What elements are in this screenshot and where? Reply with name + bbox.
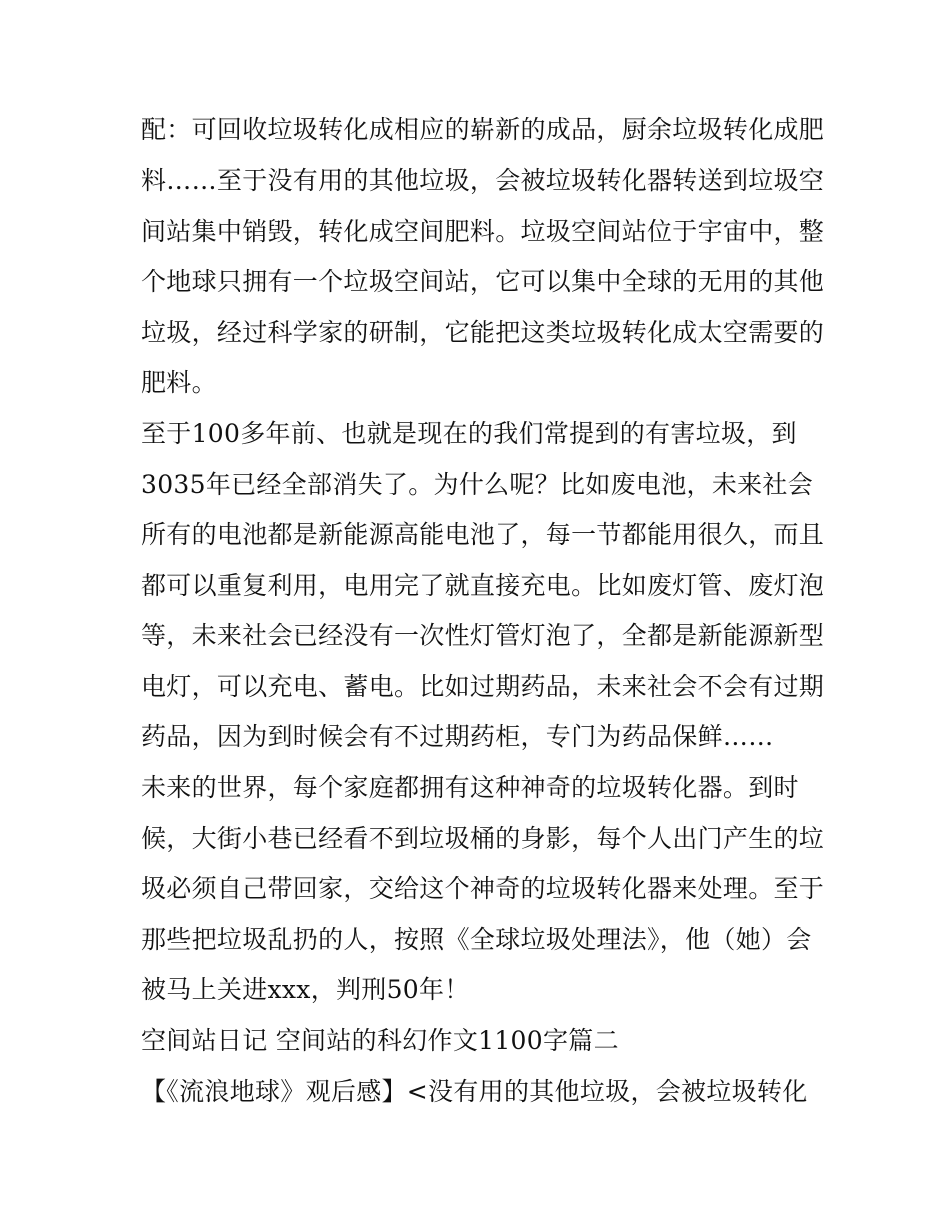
text-line: 未来的世界，每个家庭都拥有这种神奇的垃圾转化器。到时 xyxy=(141,773,799,802)
text-line: 都可以重复利用，电用完了就直接充电。比如废灯管、废灯泡 xyxy=(141,571,825,600)
text-line: 个地球只拥有一个垃圾空间站，它可以集中全球的无用的其他 xyxy=(141,267,825,296)
text-line: 圾必须自己带回家，交给这个神奇的垃圾转化器来处理。至于 xyxy=(141,874,825,903)
text-line: 配：可回收垃圾转化成相应的崭新的成品，厨余垃圾转化成肥 xyxy=(141,115,825,144)
text-line: 被马上关进xxx，判刑50年！ xyxy=(141,975,470,1004)
text-line: 等，未来社会已经没有一次性灯管灯泡了，全都是新能源新型 xyxy=(141,621,825,650)
text-line: 所有的电池都是新能源高能电池了，每一节都能用很久，而且 xyxy=(141,520,825,549)
text-line: 至于100多年前、也就是现在的我们常提到的有害垃圾，到 xyxy=(141,419,797,448)
text-line: 料……至于没有用的其他垃圾，会被垃圾转化器转送到垃圾空 xyxy=(141,166,825,195)
text-line: 药品，因为到时候会有不过期药柜，专门为药品保鲜…… xyxy=(141,722,774,751)
text-line: 电灯，可以充电、蓄电。比如过期药品，未来社会不会有过期 xyxy=(141,672,825,701)
text-line: 3035年已经全部消失了。为什么呢？比如废电池，未来社会 xyxy=(141,470,814,499)
text-line: 那些把垃圾乱扔的人，按照《全球垃圾处理法》，他（她）会 xyxy=(141,925,812,954)
text-line: 候，大街小巷已经看不到垃圾桶的身影，每个人出门产生的垃 xyxy=(141,824,825,853)
text-line: 间站集中销毁，转化成空间肥料。垃圾空间站位于宇宙中，整 xyxy=(141,217,825,246)
text-line: 肥料。 xyxy=(141,368,217,397)
text-line: 【《流浪地球》观后感】<没有用的其他垃圾，会被垃圾转化 xyxy=(141,1077,808,1106)
text-line: 垃圾，经过科学家的研制，它能把这类垃圾转化成太空需要的 xyxy=(141,318,825,347)
section-heading: 空间站日记 空间站的科幻作文1100字篇二 xyxy=(141,1026,619,1055)
